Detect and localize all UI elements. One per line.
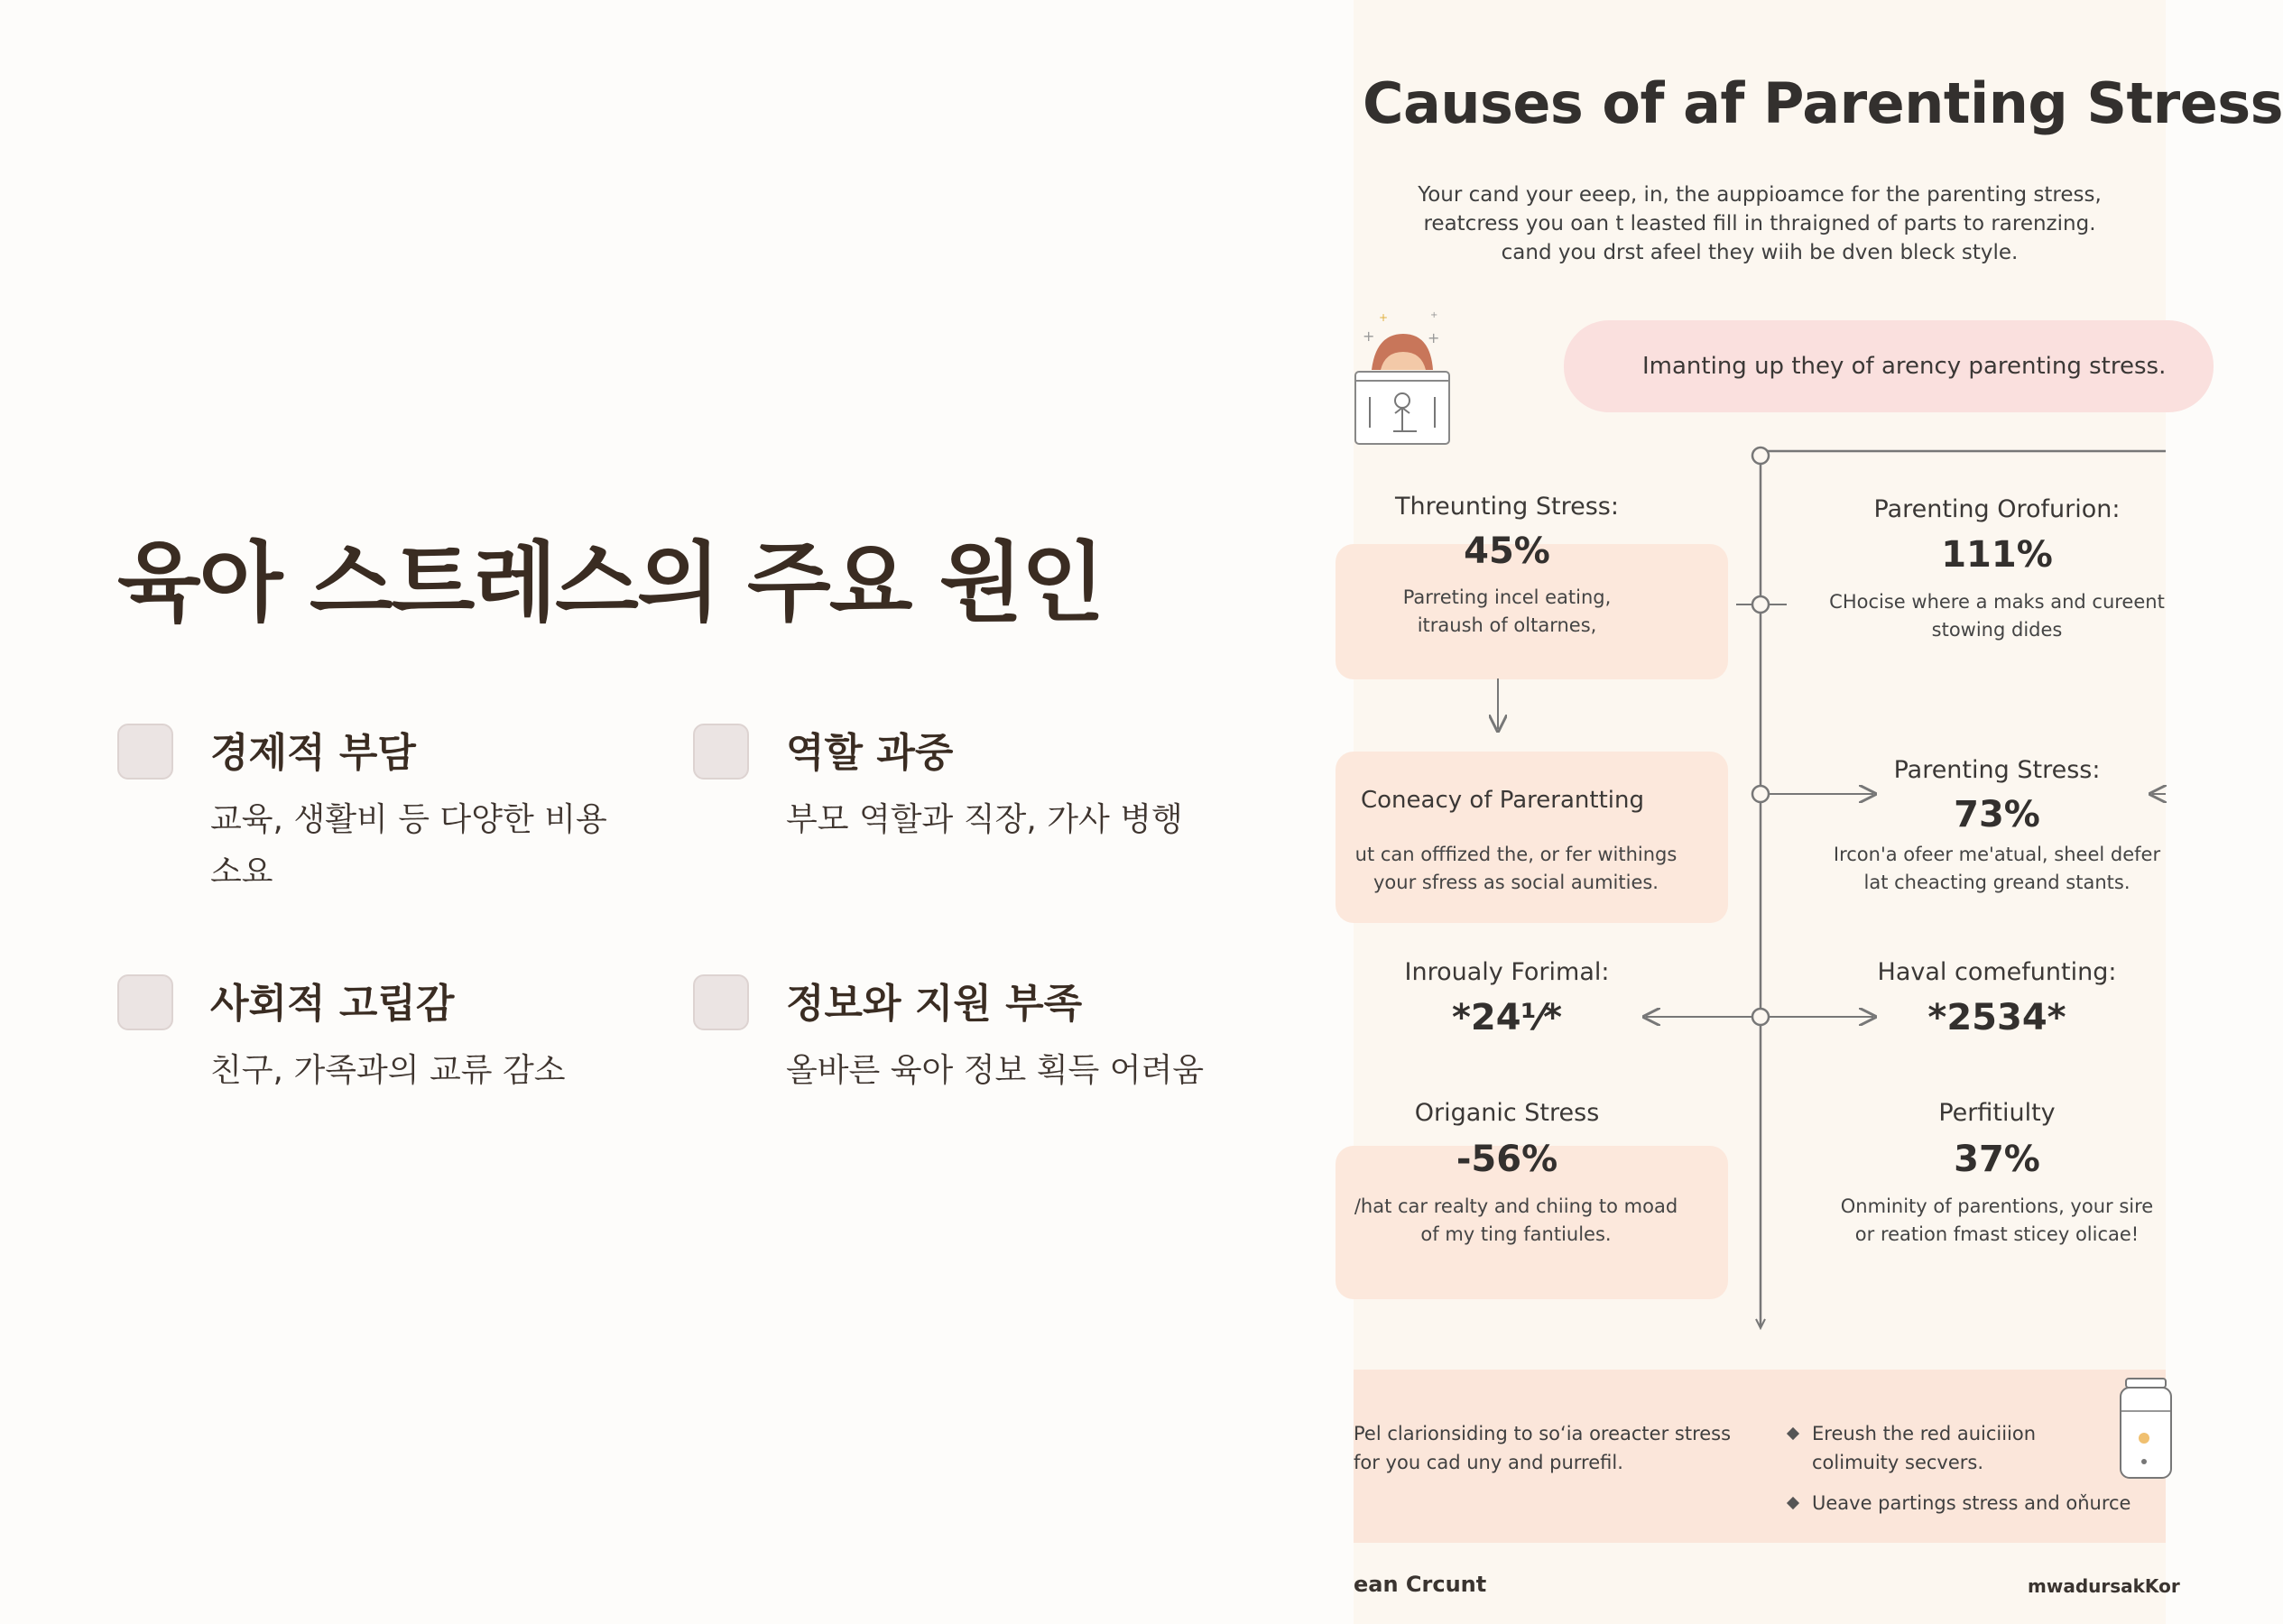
footer-left-text: ean Crcunt — [1354, 1572, 1487, 1597]
item-label: Threunting Stress: — [1395, 493, 1619, 521]
cause-description: 친구, 가족과의 교류 감소 — [210, 1052, 566, 1089]
item-value: -56% — [1456, 1139, 1558, 1180]
svg-text:+: + — [1430, 310, 1438, 320]
item-value: *24⅟* — [1451, 997, 1563, 1038]
cause-description: 교육, 생활비 등 다양한 비용 소요 — [210, 801, 607, 890]
cause-title: 사회적 고립감 — [210, 981, 455, 1027]
cause-checkbox — [117, 974, 173, 1030]
item-desc: CHocise where a maks and cureent stowing dides — [1829, 591, 2165, 641]
svg-text:+: + — [1428, 329, 1440, 346]
bullet-icon — [1787, 1427, 1799, 1440]
item-label: Origanic Stress — [1414, 1099, 1600, 1127]
item-label: Parenting Orofurion: — [1873, 495, 2121, 523]
item-label: Parenting Stress: — [1893, 756, 2101, 784]
cause-checkbox — [693, 974, 749, 1030]
item-value: 73% — [1954, 794, 2040, 835]
bullet-item: Ereush the red auiciiion — [1789, 1419, 2036, 1448]
item-label: Coneacy of Parerantting — [1361, 787, 1644, 814]
cause-description: 부모 역할과 직장, 가사 병행 — [786, 801, 1183, 838]
intro-line: reatcress you oan t leasted fill in thraigned of parts to rarenzing. — [1423, 212, 2096, 235]
item-desc: Onminity of parentions, your sire or reation fmast sticey olicae! — [1840, 1195, 2154, 1245]
intro-line: cand you drst afeel they wiih be dven bleck style. — [1501, 241, 2019, 264]
item-desc: ut can offfized the, or fer withings your sfress as social aumities. — [1354, 844, 1678, 893]
cause-title: 역할 과중 — [786, 730, 954, 776]
item-desc: Parreting incel eating, itraush of oltarnes, — [1402, 586, 1612, 636]
jar-icon — [2117, 1375, 2171, 1483]
cause-checkbox — [693, 724, 749, 780]
bullet-icon — [1787, 1497, 1799, 1509]
cause-checkbox — [117, 724, 173, 780]
svg-text:+: + — [1363, 328, 1375, 345]
item-label: Inroualy Forimal: — [1404, 958, 1610, 986]
bullet-item: Ueave partings stress and oňurce — [1789, 1489, 2130, 1518]
cause-title: 경제적 부담 — [210, 730, 416, 776]
item-label: Haval comefunting: — [1877, 958, 2117, 986]
intro-line: Your cand your eeep, in, the auppioamce for the parenting stress, — [1418, 183, 2102, 207]
item-value: 45% — [1464, 531, 1550, 572]
pill-text: Imanting up they of arency parenting stress. — [1642, 353, 2167, 380]
item-value: 111% — [1941, 534, 2053, 576]
item-label: Perfitiulty — [1938, 1099, 2056, 1127]
footer-right-text: mwadursakKor — [2028, 1575, 2180, 1597]
bottom-note: Pel clarionsiding to soʻia oreacter stress for you cad uny and purrefil. — [1354, 1423, 1732, 1473]
item-value: 37% — [1954, 1139, 2040, 1180]
svg-text:+: + — [1379, 311, 1389, 324]
item-value: *2534* — [1927, 997, 2066, 1038]
bullet-item-continuation: colimuity secvers. — [1812, 1452, 1984, 1473]
infographic-title: Causes of af Parenting Stress — [1363, 70, 2283, 136]
item-desc: /hat car realty and chiing to moad of my ting fantiules. — [1354, 1195, 1678, 1245]
cause-description: 올바른 육아 정보 획득 어려움 — [786, 1052, 1205, 1089]
infographic-image — [1354, 0, 2283, 1624]
slide-title: 육아 스트레스의 주요 원인 — [117, 532, 1104, 633]
item-desc: Ircon'a ofeer me'atual, sheel defer lat cheacting greand stants. — [1833, 844, 2161, 893]
cause-title: 정보와 지원 부족 — [786, 981, 1083, 1027]
